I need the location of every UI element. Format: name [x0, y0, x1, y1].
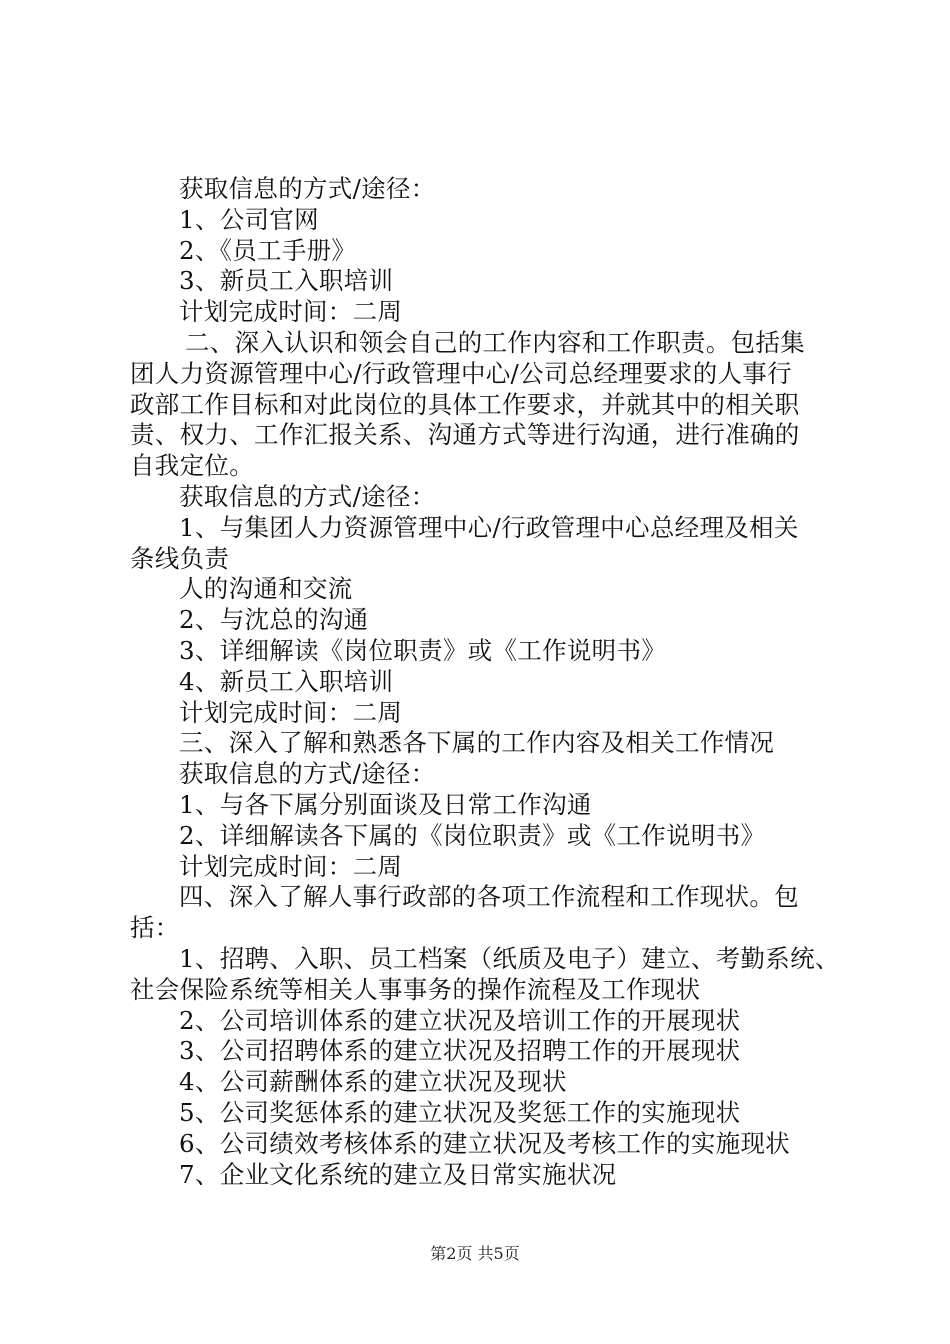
- paragraph-line: 人的沟通和交流: [179, 574, 353, 604]
- page-number-footer: 第2页 共5页: [430, 1244, 520, 1263]
- paragraph-line: 4、新员工入职培训: [179, 666, 394, 696]
- paragraph-line: 条线负责: [130, 543, 230, 573]
- paragraph-line: 6、公司绩效考核体系的建立状况及考核工作的实施现状: [179, 1128, 791, 1158]
- paragraph-line: 政部工作目标和对此岗位的具体工作要求，并就其中的相关职: [130, 389, 800, 419]
- document-body: [130, 174, 840, 1190]
- paragraph-line: 2、详细解读各下属的《岗位职责》或《工作说明书》: [179, 820, 766, 850]
- paragraph-line: 3、新员工入职培训: [179, 266, 394, 296]
- paragraph-line: 团人力资源管理中心/行政管理中心/公司总经理要求的人事行: [130, 358, 792, 388]
- paragraph-line: 社会保险系统等相关人事事务的操作流程及工作现状: [130, 974, 701, 1004]
- paragraph-line: 二、深入认识和领会自己的工作内容和工作职责。包括集: [185, 327, 805, 357]
- paragraph-line: 3、详细解读《岗位职责》或《工作说明书》: [179, 635, 667, 665]
- paragraph-line: 自我定位。: [130, 451, 254, 481]
- paragraph-line: 获取信息的方式/途径：: [179, 481, 436, 511]
- paragraph-line: 2、公司培训体系的建立状况及培训工作的开展现状: [179, 1005, 741, 1035]
- paragraph-line: 1、公司官网: [179, 204, 319, 234]
- paragraph-line: 计划完成时间：二周: [179, 297, 403, 327]
- paragraph-line: 计划完成时间：二周: [179, 697, 403, 727]
- paragraph-line: 1、招聘、入职、员工档案（纸质及电子）建立、考勤系统、: [179, 943, 840, 973]
- paragraph-line: 1、与各下属分别面谈及日常工作沟通: [179, 789, 592, 819]
- paragraph-line: 3、公司招聘体系的建立状况及招聘工作的开展现状: [179, 1036, 741, 1066]
- paragraph-line: 三、深入了解和熟悉各下属的工作内容及相关工作情况: [179, 728, 775, 758]
- paragraph-line: 2、《员工手册》: [179, 235, 357, 265]
- paragraph-line: 计划完成时间：二周: [179, 851, 403, 881]
- paragraph-line: 1、与集团人力资源管理中心/行政管理中心总经理及相关: [179, 512, 799, 542]
- paragraph-line: 获取信息的方式/途径：: [179, 759, 436, 789]
- paragraph-line: 5、公司奖惩体系的建立状况及奖惩工作的实施现状: [179, 1097, 741, 1127]
- paragraph-line: 获取信息的方式/途径：: [179, 174, 436, 203]
- paragraph-line: 责、权力、工作汇报关系、沟通方式等进行沟通，进行准确的: [130, 420, 800, 450]
- paragraph-line: 7、企业文化系统的建立及日常实施状况: [179, 1159, 617, 1189]
- paragraph-line: 四、深入了解人事行政部的各项工作流程和工作现状。包: [179, 882, 799, 912]
- paragraph-line: 括：: [130, 913, 180, 943]
- paragraph-line: 2、与沈总的沟通: [179, 605, 369, 635]
- paragraph-line: 4、公司薪酬体系的建立状况及现状: [179, 1067, 567, 1097]
